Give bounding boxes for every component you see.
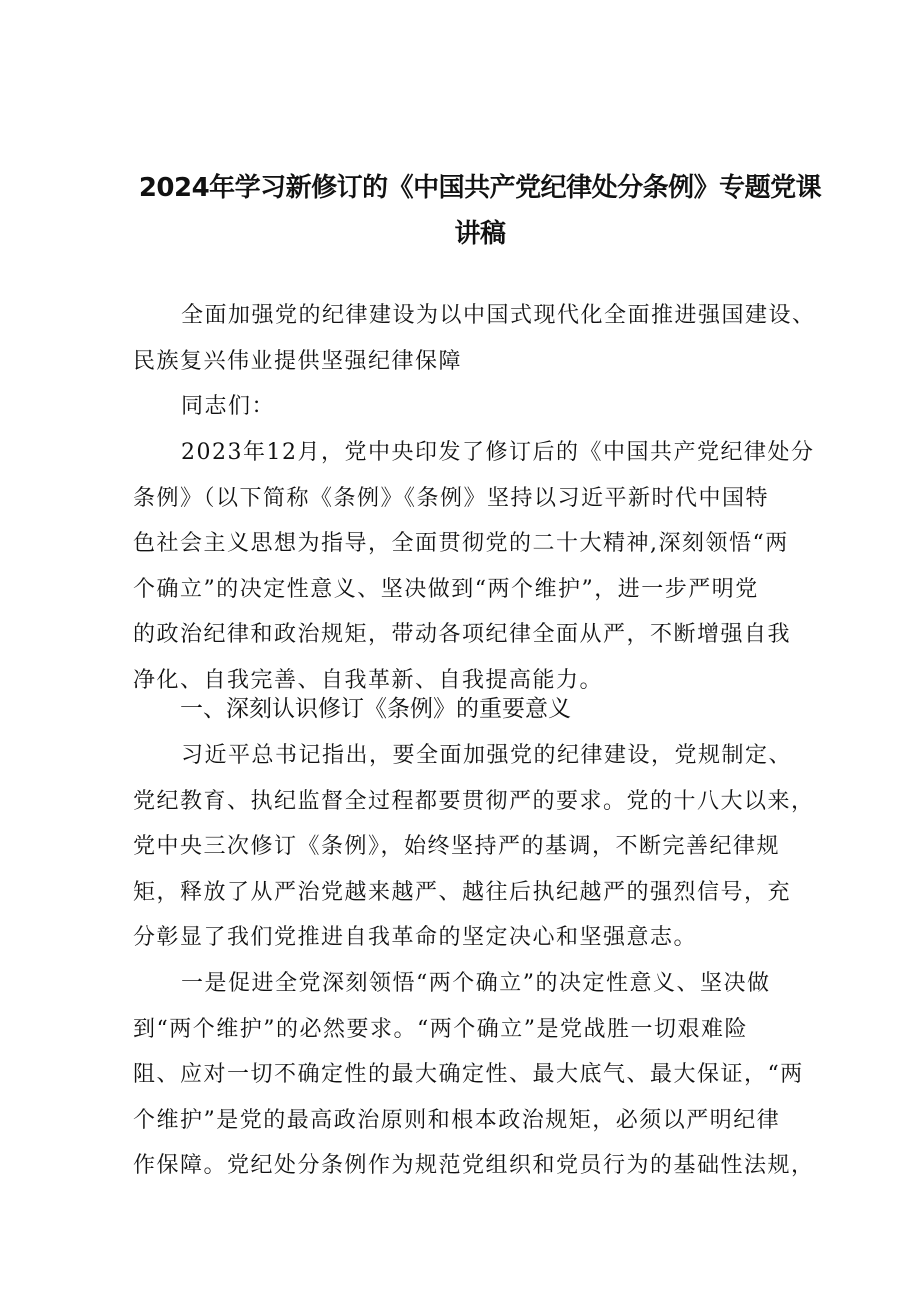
paragraph-1-line: 条例》（以下简称《条例》《条例》坚持以习近平新时代中国特 [133, 485, 770, 511]
paragraph-3-line: 作保障。党纪处分条例作为规范党组织和党员行为的基础性法规， [133, 1153, 815, 1179]
greeting: 同志们： [181, 394, 276, 419]
subtitle-line-1: 全面加强党的纪律建设为以中国式现代化全面推进强国建设、 [181, 303, 816, 328]
paragraph-2-line: 党中央三次修订《条例》，始终坚持严的基调，不断完善纪律规 [133, 834, 781, 860]
paragraph-3-line: 阻、应对一切不确定性的最大确定性、最大底气、最大保证，“两 [133, 1062, 804, 1088]
paragraph-2 [133, 733, 815, 961]
document-title-line-1: 2024年学习新修订的《中国共产党纪律处分条例》专题党课 [138, 173, 822, 203]
document-title-line-2: 讲稿 [454, 219, 506, 249]
paragraph-2-line: 分彰显了我们党推进自我革命的坚定决心和坚强意志。 [133, 925, 698, 951]
paragraph-1 [133, 430, 815, 704]
paragraph-3-line: 到“两个维护”的必然要求。“两个确立”是党战胜一切艰难险 [133, 1016, 748, 1042]
paragraph-1-line: 色社会主义思想为指导，全面贯彻党的二十大精神,深刻领悟“两 [133, 531, 789, 557]
paragraph-1-line: 净化、自我完善、自我革新、自我提高能力。 [133, 667, 604, 693]
paragraph-2-line: 矩，释放了从严治党越来越严、越往后执纪越严的强烈信号，充 [133, 879, 792, 905]
subtitle-line-2: 民族复兴伟业提供坚强纪律保障 [133, 348, 463, 374]
paragraph-3-line: 个维护”是党的最高政治原则和根本政治规矩，必须以严明纪律 [133, 1107, 781, 1133]
paragraph-2-line: 党纪教育、执纪监督全过程都要贯彻严的要求。党的十八大以来， [133, 788, 815, 814]
section-heading-1: 一、深刻认识修订《条例》的重要意义 [180, 696, 571, 722]
paragraph-3 [133, 961, 815, 1189]
paragraph-3-line: 一是促进全党深刻领悟“两个确立”的决定性意义、坚决做 [181, 971, 771, 996]
paragraph-2-line: 习近平总书记指出，要全面加强党的纪律建设，党规制定、 [181, 743, 793, 768]
greeting-block [133, 384, 798, 430]
paragraph-1-line: 2023年12月，党中央印发了修订后的《中国共产党纪律处分 [181, 440, 815, 465]
paragraph-1-line: 个确立”的决定性意义、坚决做到“两个维护”，进一步严明党 [133, 576, 759, 602]
paragraph-1-line: 的政治纪律和政治规矩，带动各项纪律全面从严，不断增强自我 [133, 622, 792, 648]
subtitle [133, 293, 816, 384]
